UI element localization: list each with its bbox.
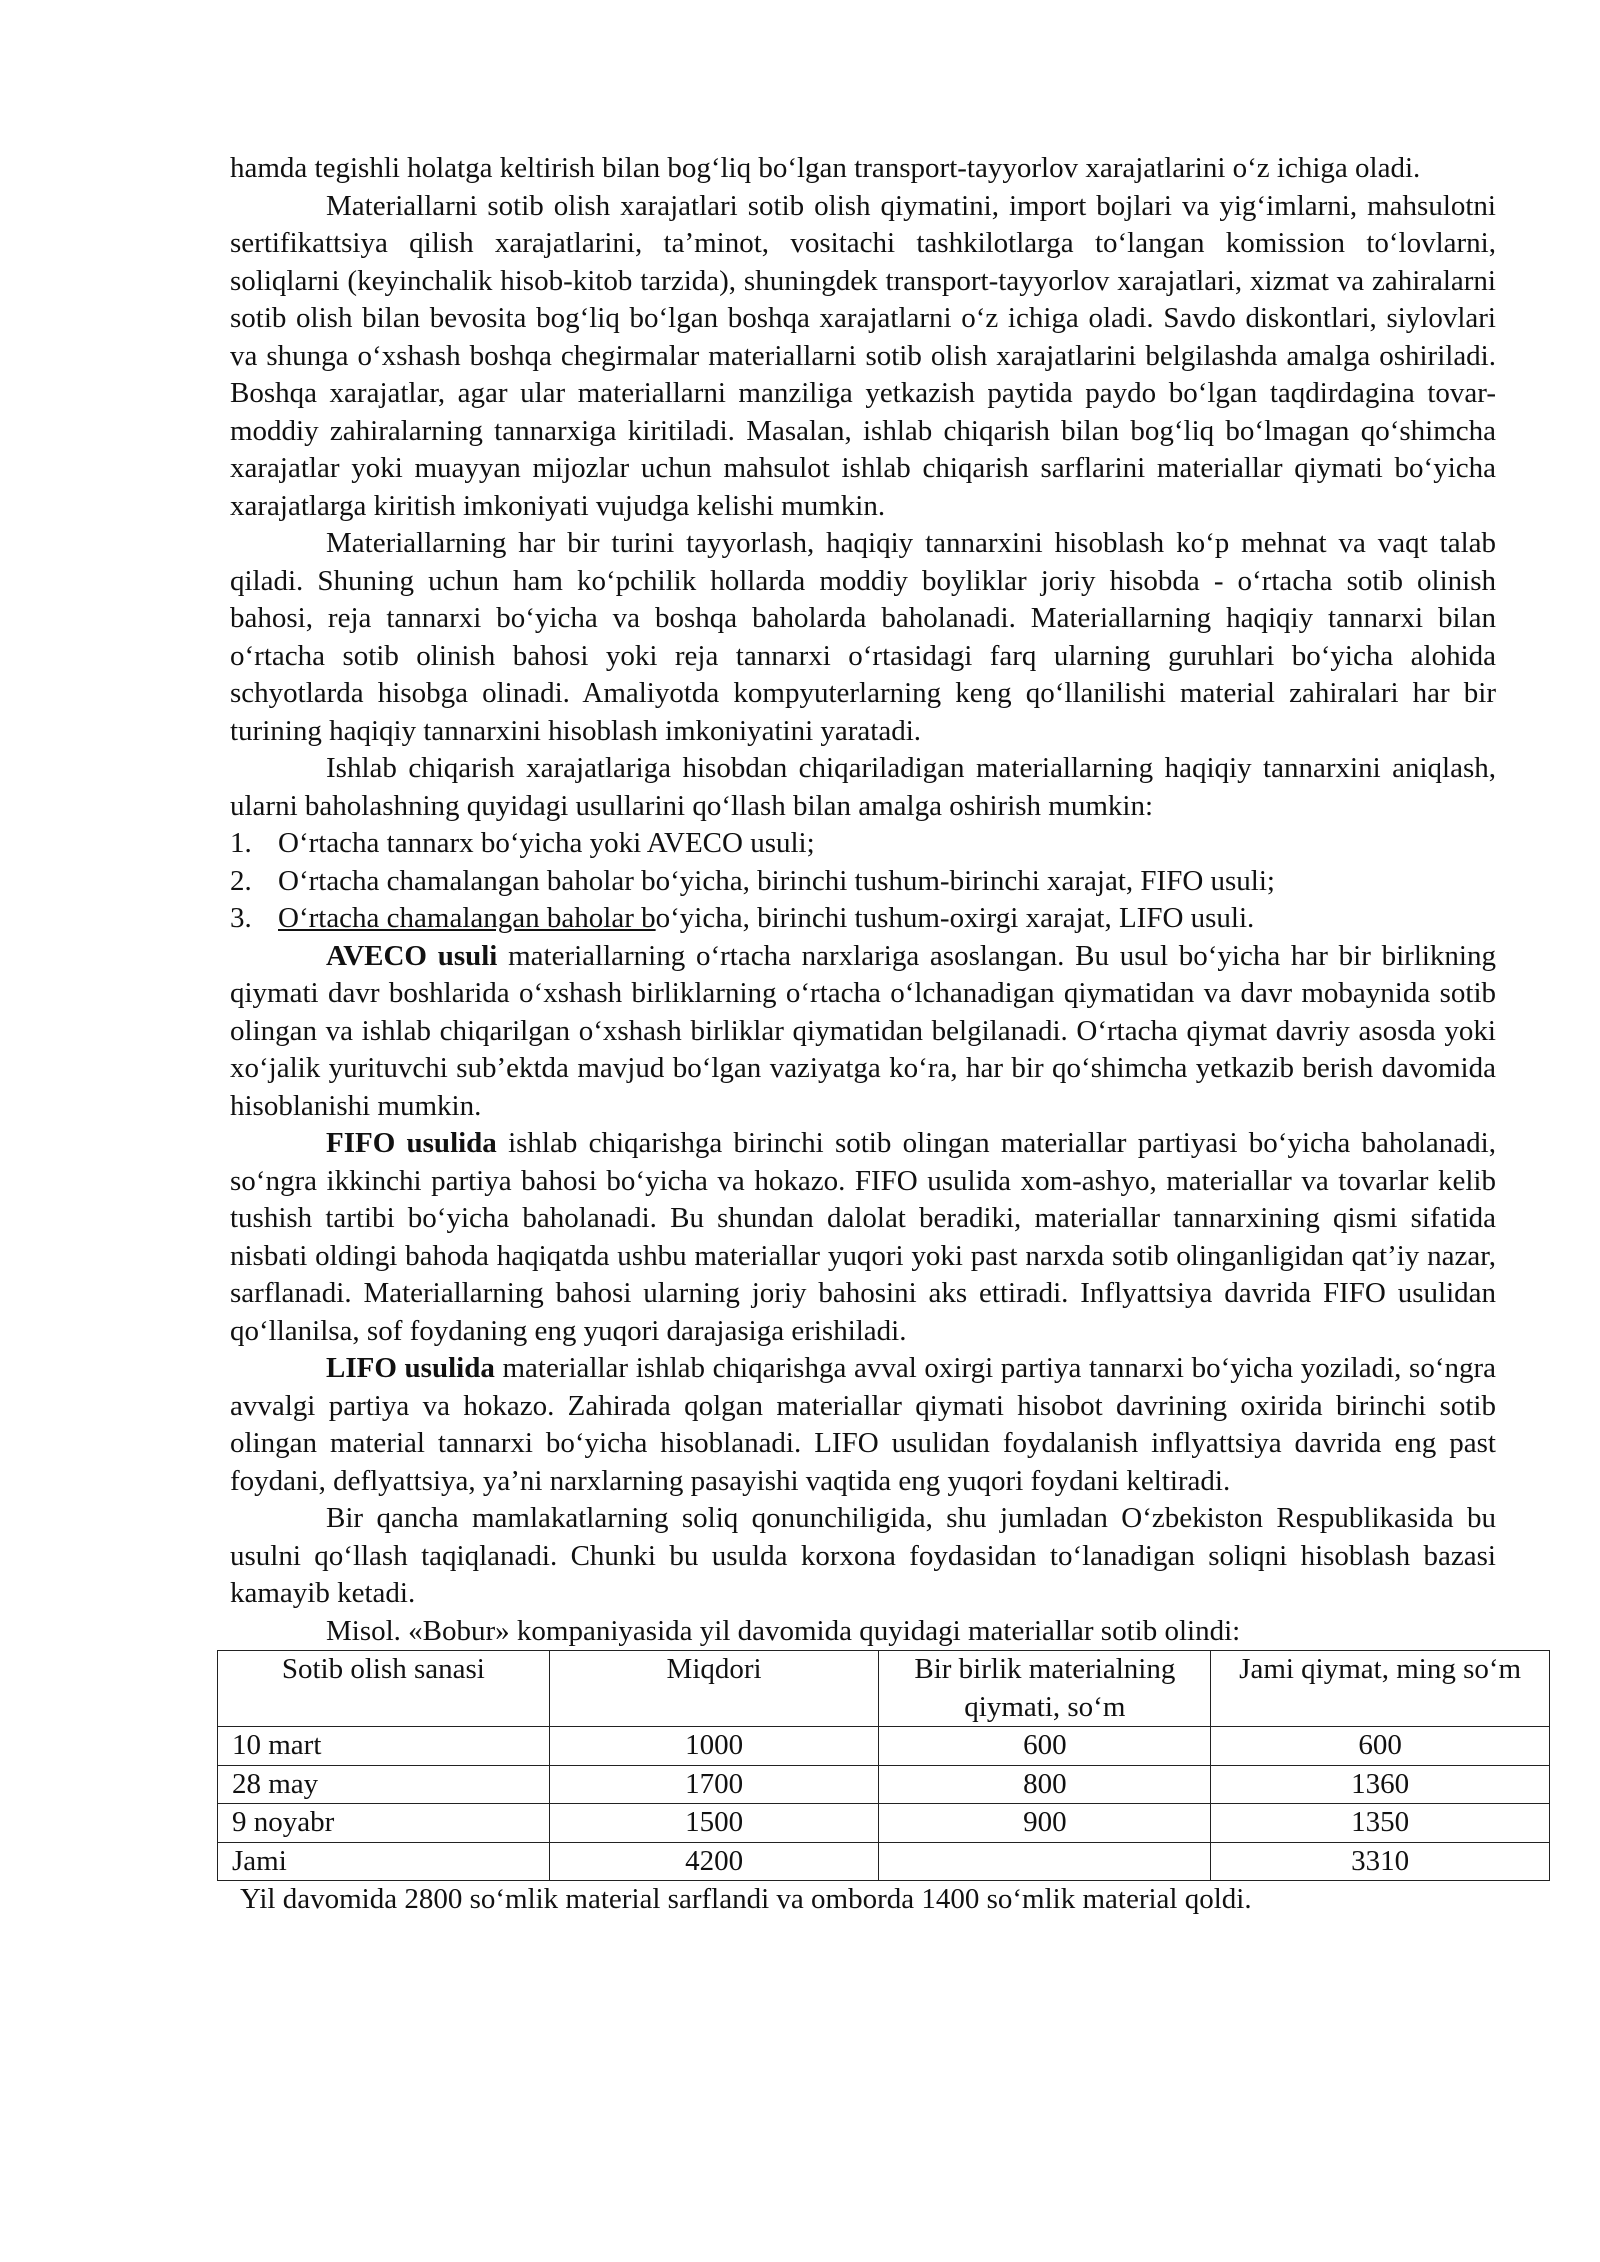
list-text-rest: o‘yicha, birinchi tushum-oxirgi xarajat, LIFO usuli. [655,902,1255,934]
paragraph-intro: hamda tegishli holatga keltirish bilan bog‘liq bo‘lgan transport-tayyorlov xarajatlarini o‘z ichiga oladi. [230,152,1421,184]
paragraph-methods-intro: Ishlab chiqarish xarajatlariga hisobdan chiqariladigan materiallarning haqiqiy tannarxini aniqlash, ularni baholashning quyidagi usullarini qo‘llash bilan amalga oshirish mumkin: [230,752,1496,822]
cell-quantity: 1700 [549,1765,879,1804]
list-number: 1. [230,827,252,859]
underlined-text: O‘rtacha chamalangan baholar b [278,902,656,934]
cell-quantity: 1500 [549,1804,879,1843]
header-unit-cost: Bir birlik materialning qiymati, so‘m [879,1651,1211,1727]
paragraph-lifo [230,1350,1496,1500]
cell-quantity: 1000 [549,1727,879,1766]
list-item [230,900,1496,938]
paragraph-valuation: Materiallarning har bir turini tayyorlash, haqiqiy tannarxini hisoblash ko‘p mehnat va vaqt talab qiladi. Shuning uchun ham ko‘pchilik hollarda moddiy boyliklar joriy hisobda - o‘rtacha sotib olinish bahosi, reja tannarxi bo‘yicha va boshqa baholarda baholanadi. Materiallarning haqiqiy tannarxi bilan o‘rtacha sotib olinish bahosi yoki reja tannarxi o‘rtasidagi farq ularning guruhlari bo‘yicha alohida schyotlarda hisobga olinadi. Amaliyotda kompyuterlarning keng qo‘llanilishi material zahiralari har bir turining haqiqiy tannarxini hisoblash imkoniyatini yaratadi. [230,527,1496,747]
footnote: Yil davomida 2800 so‘mlik material sarflandi va omborda 1400 so‘mlik material qoldi. [240,1883,1252,1915]
cell-date: 28 may [218,1765,550,1804]
cell-total: 3310 [1211,1842,1550,1881]
cell-unit-cost [879,1842,1211,1881]
cell-total: 1360 [1211,1765,1550,1804]
header-purchase-date: Sotib olish sanasi [218,1651,550,1727]
list-number: 2. [230,864,252,897]
table-row [218,1727,1550,1766]
table-row [218,1842,1550,1881]
table-header-row [218,1651,1550,1727]
list-number: 3. [230,902,252,934]
methods-list [230,825,1496,938]
term-fifo: FIFO usulida [326,1127,497,1159]
cell-total: 600 [1211,1727,1550,1766]
document-page [230,150,1522,1919]
paragraph-example: Misol. «Bobur» kompaniyasida yil davomida quyidagi materiallar sotib olindi: [326,1614,1241,1647]
table-row [218,1804,1550,1843]
cell-date: 10 mart [218,1727,550,1766]
lifo-description: materiallar ishlab chiqarishga avval oxirgi partiya tannarxi bo‘yicha yoziladi, so‘ngra avvalgi partiya va hokazo. Zahirada qolgan materiallar qiymati hisobot davrining oxirida birinchi sotib olingan material tannarxi bo‘yicha hisoblanadi. LIFO usulidan foydalanish inflyattsiya davrida eng past foydani, deflyattsiya, ya’ni narxlarning pasayishi vaqtida eng yuqori foydani keltiradi. [230,1352,1497,1497]
cell-date: Jami [218,1842,550,1881]
fifo-description: ishlab chiqarishga birinchi sotib olingan materiallar partiyasi bo‘yicha baholanadi, so‘ngra ikkinchi partiya bahosi bo‘yicha va hokazo. FIFO usulida xom-ashyo, materiallar va tovarlar kelib tushish tartibi bo‘yicha baholanadi. Bu shundan dalolat beradiki, materiallar tannarxining qismi sifatida nisbati oldingi bahoda haqiqatda ushbu materiallar yuqori yoki past narxda sotib olinganligidan qat’iy nazar, sarflanadi. Materiallarning bahosi ularning joriy bahosini aks ettiradi. Inflyattsiya davrida FIFO usulidan qo‘llanilsa, sof foydaning eng yuqori darajasiga erishiladi. [230,1127,1496,1347]
list-text [278,900,1254,938]
cell-total: 1350 [1211,1804,1550,1843]
paragraph-aveco [230,938,1496,1126]
list-item [230,863,1496,901]
header-total-cost: Jami qiymat, ming so‘m [1211,1651,1550,1727]
aveco-description: materiallarning o‘rtacha narxlariga asoslangan. Bu usul bo‘yicha har bir birlikning qiymati davr boshlarida o‘xshash birliklarning o‘rtacha o‘lchanadigan qiymatidan va davr mobaynida sotib olingan va ishlab chiqarilgan o‘xshash birliklar qiymatidan belgilanadi. O‘rtacha qiymat davriy asosda yoki xo‘jalik yurituvchi sub’ektda mavjud bo‘lgan vaziyatga ko‘ra, har bir qo‘shimcha yetkazib berish davomida hisoblanishi mumkin. [230,939,1496,1122]
list-item [230,825,1496,863]
header-quantity: Miqdori [549,1651,879,1727]
cell-unit-cost: 900 [879,1804,1211,1843]
paragraph-law: Bir qancha mamlakatlarning soliq qonunchiligida, shu jumladan O‘zbekiston Respublikasida bu usulni qo‘llash taqiqlanadi. Chunki bu usulda korxona foydasidan to‘lanadigan soliqni hisoblash bazasi kamayib ketadi. [230,1502,1496,1609]
paragraph-fifo [230,1125,1496,1350]
cell-date: 9 noyabr [218,1804,550,1843]
table-row [218,1765,1550,1804]
list-text: O‘rtacha tannarx bo‘yicha yoki AVECO usuli; [278,827,815,859]
cell-unit-cost: 600 [879,1727,1211,1766]
term-aveco: AVECO usuli [326,939,498,972]
cell-quantity: 4200 [549,1842,879,1881]
list-text: O‘rtacha chamalangan baholar bo‘yicha, birinchi tushum-birinchi xarajat, FIFO usuli; [278,864,1275,897]
purchases-table [217,1650,1550,1881]
paragraph-costs: Materiallarni sotib olish xarajatlari sotib olish qiymatini, import bojlari va yig‘imlarni, mahsulotni sertifikattsiya qilish xarajatlarini, ta’minot, vositachi tashkilotlarga to‘langan komission to‘lovlarni, soliqlarni (keyinchalik hisob-kitob tarzida), shuningdek transport-tayyorlov xarajatlari, xizmat va zahiralarni sotib olish bilan bevosita bog‘liq bo‘lgan boshqa xarajatlarni o‘z ichiga oladi. Savdo diskontlari, siylovlari va shunga o‘xshash boshqa chegirmalar materiallarni sotib olish xarajatlarini belgilashda amalga oshiriladi. Boshqa xarajatlar, agar ular materiallarni manziliga yetkazish paytida paydo bo‘lgan taqdirdagina tovar-moddiy zahiralarning tannarxiga kiritiladi. Masalan, ishlab chiqarish bilan bog‘liq bo‘lmagan qo‘shimcha xarajatlar yoki muayyan mijozlar uchun mahsulot ishlab chiqarish sarflarini materiallar qiymati bo‘yicha xarajatlarga kiritish imkoniyati vujudga kelishi mumkin. [230,189,1496,522]
cell-unit-cost: 800 [879,1765,1211,1804]
term-lifo: LIFO usulida [326,1352,495,1384]
